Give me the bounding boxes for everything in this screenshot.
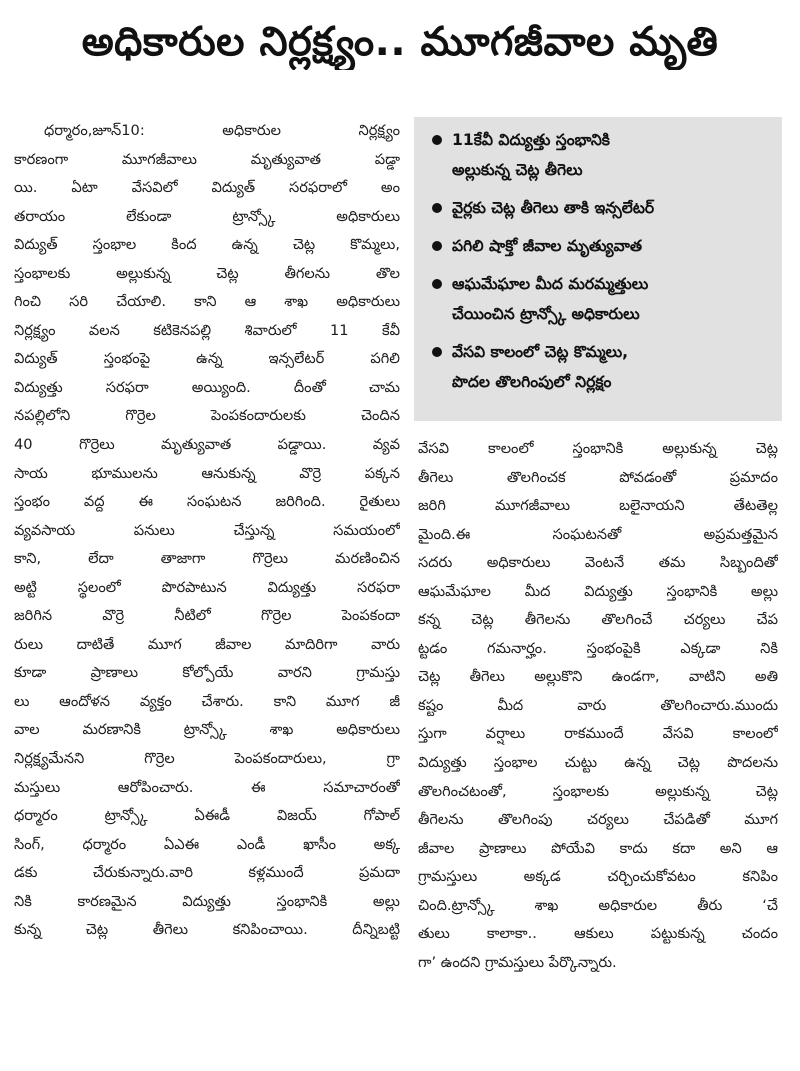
article-line: కన్న చెట్ల తీగెలను తొలగించే చర్యలు చేప	[418, 611, 778, 629]
article-line: తరాయం లేకుండా ట్రాన్స్కో అధికారులు	[14, 207, 400, 225]
article-line: స్తంభాలకు అల్లుకున్న చెట్ల తీగలను తొల	[14, 264, 400, 282]
article-line: నపల్లిలోని గొర్రెల పెంపకందారులకు చెందిన	[14, 407, 400, 425]
highlight-text	[452, 125, 772, 185]
bullet-icon	[432, 135, 442, 145]
article-line: ఆఘమేఘాల మీద విద్యుత్తు స్తంభానికి అల్లు	[418, 582, 778, 600]
article-line: లు ఆందోళన వ్యక్తం చేశారు. కాని మూగ జీ	[14, 692, 400, 710]
article-line: సాయ భూములను ఆనుకున్న వొర్రె పక్కన	[14, 464, 400, 482]
article-line: వ్యవసాయ పనులు చేస్తున్న సమయంలో	[14, 521, 400, 539]
article-line: కున్న చెట్ల తీగెలు కనిపించాయి. దీన్నిబట్టి	[14, 921, 400, 939]
article-line: గించి సరి చేయాలి. కాని ఆ శాఖ అధికారులు	[14, 293, 400, 311]
highlight-text	[452, 269, 772, 329]
article-line: విద్యుత్తు సరఫరా అయ్యింది. దీంతో చామ	[14, 378, 400, 396]
article-line: కష్టం మీద వారు తొలగించారు.ముందు	[418, 696, 778, 714]
highlight-line: 11కేవీ విద్యుత్తు స్తంభానికి	[452, 131, 610, 149]
bullet-icon	[432, 203, 442, 213]
article-line: కూడా ప్రాణాలు కోల్పోయే వారని గ్రామస్తు	[14, 664, 400, 682]
article-line: సదరు అధికారులు వెంటనే తమ సిబ్బందితో	[418, 554, 778, 572]
highlight-line: పగిలి షాక్తో జీవాల మృత్యువాత	[452, 237, 643, 255]
article-line: సింగ్, ధర్మారం ఏఎఈ ఎండీ ఖాసీం అక్క	[14, 835, 400, 853]
article-line: నిర్లక్ష్యం వలన కటికెనపల్లి శివారులో 11 కేవీ	[14, 321, 400, 339]
highlight-text	[452, 231, 772, 261]
article-line: స్తుగా వర్షాలు రాకముందే వేసవి కాలంలో	[418, 725, 778, 743]
article-line: జీవాల ప్రాణాలు పోయేవి కాదు కదా అని ఆ	[418, 839, 778, 857]
article-line: యి. ఏటా వేసవిలో విద్యుత్ సరఫరాలో అం	[14, 179, 400, 197]
article-line: విద్యుత్తు స్తంభాల చుట్టు ఉన్న చెట్ల పొదలను	[418, 754, 778, 772]
highlight-item	[428, 193, 772, 223]
article-line: నికి కారణమైన విద్యుత్తు స్తంభానికి అల్లు	[14, 892, 400, 910]
bullet-icon	[432, 241, 442, 251]
article-line: మస్తులు ఆరోపించారు. ఈ సమాచారంతో	[14, 778, 400, 796]
article-line: చింది.ట్రాన్స్కో శాఖ అధికారుల తీరు ‘చే	[418, 896, 778, 914]
highlight-line: వేసవి కాలంలో చెట్ల కొమ్మలు,	[452, 343, 629, 361]
highlight-line: వైర్లకు చెట్ల తీగెలు తాకి ఇన్సలేటర్	[452, 199, 655, 217]
article-line: ధర్మారం,జూన్10: అధికారుల నిర్లక్ష్యం	[44, 122, 400, 139]
article-left-column	[14, 117, 400, 945]
article-line: తీగెలను తొలగింపు చర్యలు చేపడితో మూగ	[418, 811, 778, 829]
headline: అధికారుల నిర్లక్ష్యం.. మూగజీవాల మృతి	[81, 19, 719, 65]
highlight-line: చేయించిన ట్రాన్స్కో అధికారులు	[452, 305, 640, 323]
highlight-line: ఆఘమేఘాల మీద మరమ్మత్తులు	[452, 275, 649, 293]
highlight-item	[428, 231, 772, 261]
article-line: జరిగి మూగజీవాలు బలైనాయని తేటతెల్ల	[418, 497, 778, 515]
article-line: కారణంగా మూగజీవాలు మృత్యువాత పడ్డా	[14, 150, 400, 168]
highlight-text	[452, 337, 772, 397]
highlight-item	[428, 125, 772, 185]
highlight-item	[428, 337, 772, 397]
article-line: తొలగించటంతో, స్తంభాలకు అల్లుకున్న చెట్ల	[418, 782, 778, 800]
article-line: రులు దాటితే మూగ జీవాల మాదిరిగా వారు	[14, 635, 400, 653]
article-line: స్తంభం వద్ద ఈ సంఘటన జరిగింది. రైతులు	[14, 493, 400, 511]
article-line: నిర్లక్ష్యమేనని గొర్రెల పెంపకందారులు, గ్రా	[14, 750, 400, 768]
article-right-column	[418, 435, 778, 977]
article-line: మైంది.ఈ సంఘటనతో అప్రమత్తమైన	[418, 525, 778, 543]
highlight-text	[452, 193, 772, 223]
article-line: గా’ ఉందని గ్రామస్తులు పేర్కొన్నారు.	[418, 953, 617, 971]
bullet-icon	[432, 347, 442, 357]
article-line: ధర్మారం ట్రాన్స్కో ఏఈడీ విజయ్ గోపాల్	[14, 807, 400, 825]
article-line: అట్టి స్థలంలో పొరపాటున విద్యుత్తు సరఫరా	[14, 578, 400, 596]
highlight-item	[428, 269, 772, 329]
article-line: ట్టడం గమనార్హం. స్తంభంపైకి ఎక్కడా నికి	[418, 639, 778, 657]
article-line: తీగెలు తొలగించక పోవడంతో ప్రమాదం	[418, 468, 778, 486]
article-line: వేసవి కాలంలో స్తంభానికి అల్లుకున్న చెట్ల	[418, 440, 778, 457]
highlight-line: అల్లుకున్న చెట్ల తీగెలు	[452, 161, 583, 179]
article-line: డకు చేరుకున్నారు.వారి కళ్లముందే ప్రమదా	[14, 864, 400, 882]
article-line: గ్రామస్తులు అక్కడ చర్చించుకోవటం కనిపిం	[418, 868, 778, 886]
article-line: కాని, లేదా తాజాగా గొర్రెలు మరణించిన	[14, 550, 400, 568]
bullet-icon	[432, 279, 442, 289]
article-line: విద్యుత్ స్తంభంపై ఉన్న ఇన్సలేటర్ పగిలి	[14, 350, 400, 368]
article-line: చెట్ల తీగెలు అల్లుకొని ఉండగా, వాటిని అతి	[418, 668, 778, 686]
article-line: తులు కాలాకా.. ఆకులు పట్టుకున్న చందం	[418, 925, 778, 943]
article-line: 40 గొర్రెలు మృత్యువాత పడ్డాయి. వ్యవ	[14, 436, 400, 454]
highlights-box	[414, 117, 782, 421]
article-line: విద్యుత్ స్తంభాల కింద ఉన్న చెట్ల కొమ్మలు,	[14, 236, 400, 254]
article-line: జరిగిన వొర్రె నీటిలో గొర్రెల పెంపకందా	[14, 607, 400, 625]
highlight-line: పొదల తొలగింపులో నిర్లక్షం	[452, 373, 612, 391]
article-line: వాల మరణానికి ట్రాన్స్కో శాఖ అధికారులు	[14, 721, 400, 739]
